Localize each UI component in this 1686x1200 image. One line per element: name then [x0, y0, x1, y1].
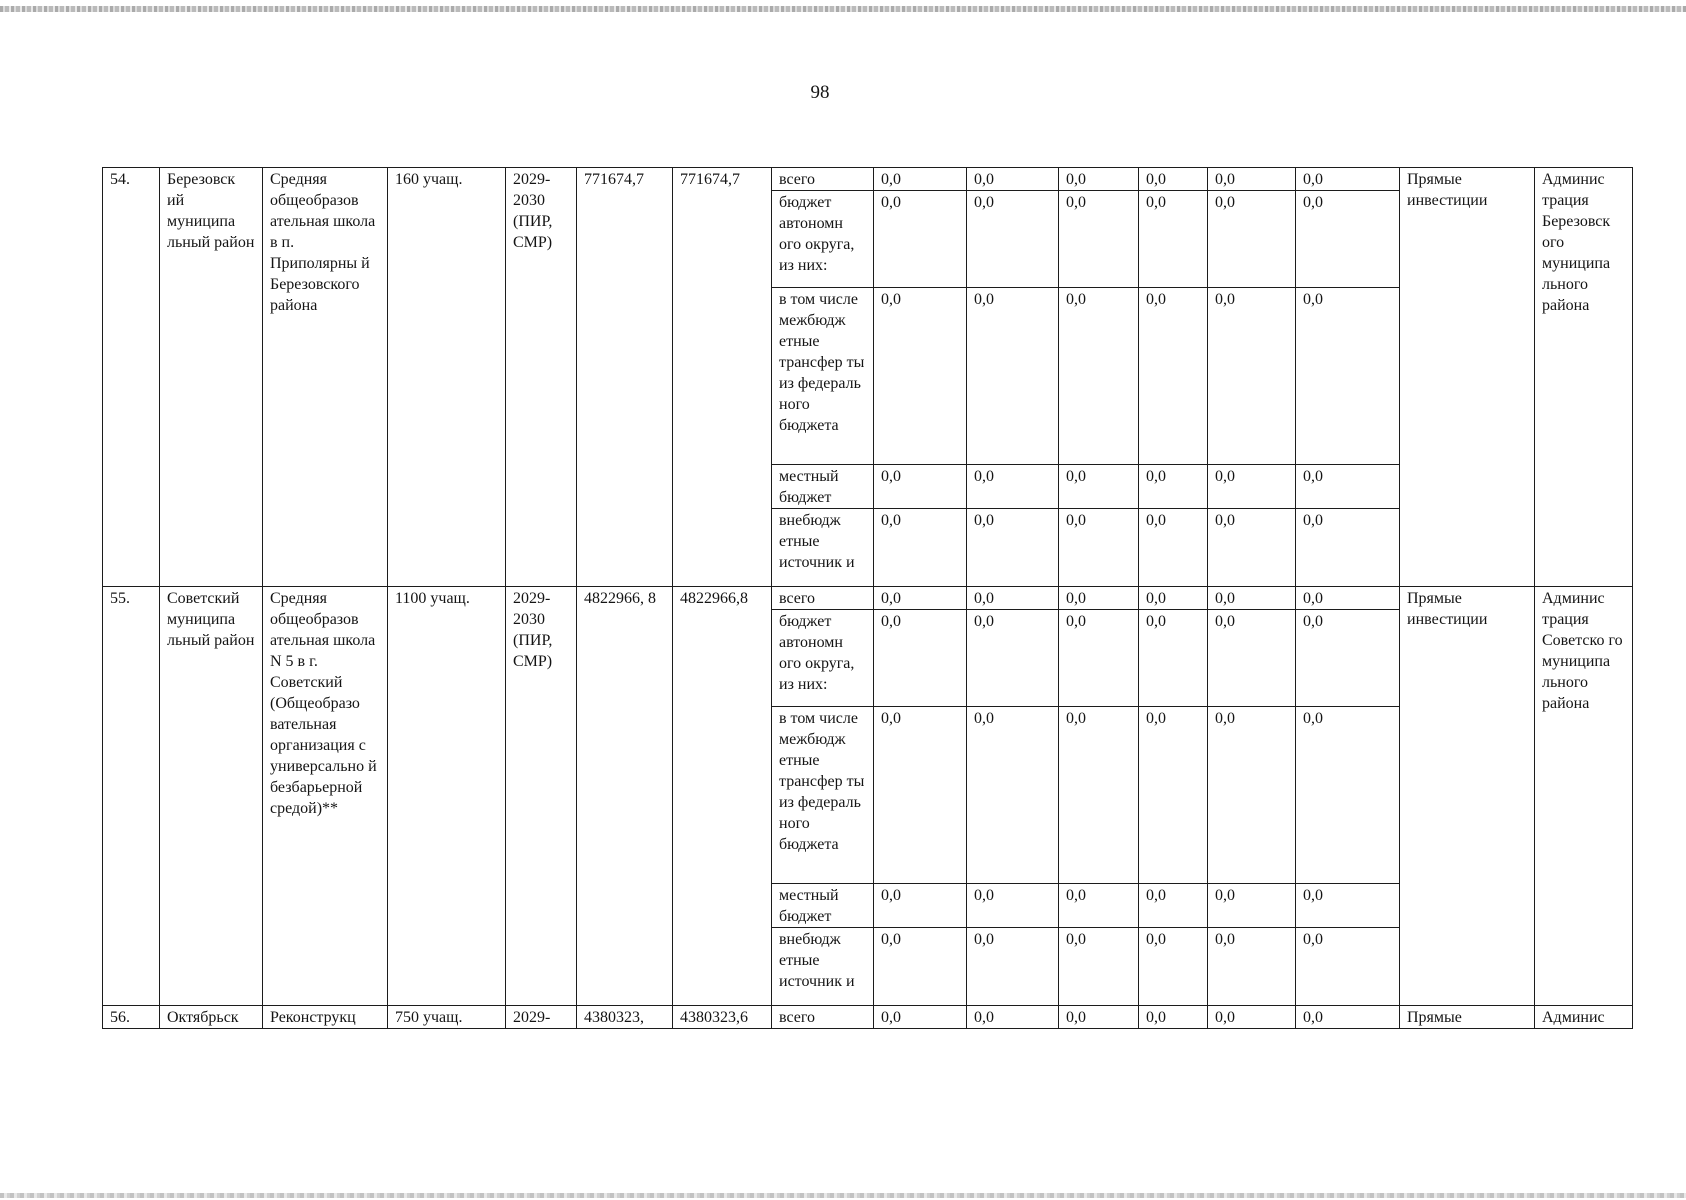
cell-amount: 0,0 [967, 884, 1059, 928]
cell-amount: 0,0 [967, 707, 1059, 884]
cell-amount: 0,0 [1208, 288, 1296, 465]
cell-amount: 0,0 [1208, 610, 1296, 707]
cell-funding-source: всего [772, 587, 874, 610]
cell-investment-form: Прямые инвестиции [1400, 168, 1535, 587]
cell-funding-source: внебюдж етные источник и [772, 928, 874, 1006]
cell-amount: 0,0 [967, 610, 1059, 707]
cell-number: 56. [103, 1006, 160, 1029]
cell-funding-source: внебюдж етные источник и [772, 509, 874, 587]
cell-amount: 0,0 [1059, 509, 1139, 587]
cell-district: Октябрьск [160, 1006, 263, 1029]
cell-amount: 0,0 [1296, 1006, 1400, 1029]
cell-amount: 0,0 [1296, 610, 1400, 707]
cell-responsible: Админис [1535, 1006, 1633, 1029]
cell-amount: 0,0 [1296, 707, 1400, 884]
cell-amount: 0,0 [967, 1006, 1059, 1029]
cell-funding-source: местный бюджет [772, 465, 874, 509]
investment-table [102, 167, 1633, 1029]
cell-amount: 0,0 [874, 587, 967, 610]
cell-amount: 0,0 [1059, 928, 1139, 1006]
cell-district: Березовск ий муниципа льный район [160, 168, 263, 587]
cell-amount: 0,0 [874, 610, 967, 707]
cell-period: 2029- 2030 (ПИР, СМР) [506, 587, 577, 1006]
cell-amount: 0,0 [1139, 928, 1208, 1006]
cell-amount: 0,0 [874, 509, 967, 587]
table-row [103, 587, 1633, 610]
cell-capacity: 1100 учащ. [388, 587, 506, 1006]
cell-object-name: Средняя общеобразов ательная школа N 5 в г. Советский (Общеобразо вательная организация с универсально й безбарьерной средой)** [263, 587, 388, 1006]
cell-object-name: Реконструкц [263, 1006, 388, 1029]
cell-amount: 0,0 [1208, 168, 1296, 191]
cell-amount: 0,0 [1208, 707, 1296, 884]
cell-amount: 0,0 [874, 465, 967, 509]
cell-object-name: Средняя общеобразов ательная школа в п. Приполярны й Березовского района [263, 168, 388, 587]
cell-amount: 0,0 [1208, 884, 1296, 928]
cell-amount: 0,0 [1208, 1006, 1296, 1029]
cell-amount: 0,0 [1059, 465, 1139, 509]
cell-amount: 0,0 [874, 707, 967, 884]
cell-amount: 0,0 [1139, 707, 1208, 884]
cell-amount: 0,0 [1296, 191, 1400, 288]
scan-edge-top [0, 6, 1686, 12]
cell-amount: 0,0 [967, 509, 1059, 587]
cell-amount: 0,0 [1059, 191, 1139, 288]
cell-amount: 0,0 [1296, 168, 1400, 191]
scan-edge-bottom [0, 1193, 1686, 1198]
cell-cost-total: 4822966, 8 [577, 587, 673, 1006]
cell-cost-remaining: 4380323,6 [673, 1006, 772, 1029]
cell-amount: 0,0 [1139, 1006, 1208, 1029]
cell-investment-form: Прямые инвестиции [1400, 587, 1535, 1006]
cell-amount: 0,0 [967, 928, 1059, 1006]
page-number: 98 [810, 82, 830, 103]
cell-amount: 0,0 [874, 288, 967, 465]
cell-amount: 0,0 [1296, 928, 1400, 1006]
cell-amount: 0,0 [1139, 465, 1208, 509]
cell-amount: 0,0 [1139, 288, 1208, 465]
cell-period: 2029- 2030 (ПИР, СМР) [506, 168, 577, 587]
cell-amount: 0,0 [1296, 587, 1400, 610]
cell-cost-total: 4380323, [577, 1006, 673, 1029]
cell-funding-source: бюджет автономн ого округа, из них: [772, 610, 874, 707]
cell-amount: 0,0 [874, 1006, 967, 1029]
cell-amount: 0,0 [1296, 884, 1400, 928]
cell-amount: 0,0 [1139, 191, 1208, 288]
cell-amount: 0,0 [1139, 884, 1208, 928]
cell-amount: 0,0 [1208, 465, 1296, 509]
cell-amount: 0,0 [967, 465, 1059, 509]
cell-amount: 0,0 [1059, 587, 1139, 610]
cell-cost-remaining: 4822966,8 [673, 587, 772, 1006]
cell-amount: 0,0 [1059, 288, 1139, 465]
cell-amount: 0,0 [874, 884, 967, 928]
cell-funding-source: местный бюджет [772, 884, 874, 928]
table-row [103, 1006, 1633, 1029]
cell-district: Советский муниципа льный район [160, 587, 263, 1006]
cell-capacity: 160 учащ. [388, 168, 506, 587]
cell-amount: 0,0 [1296, 288, 1400, 465]
cell-amount: 0,0 [967, 191, 1059, 288]
cell-amount: 0,0 [1208, 587, 1296, 610]
cell-amount: 0,0 [1139, 587, 1208, 610]
cell-amount: 0,0 [1208, 191, 1296, 288]
cell-number: 55. [103, 587, 160, 1006]
cell-amount: 0,0 [1059, 610, 1139, 707]
cell-amount: 0,0 [1059, 1006, 1139, 1029]
table-row [103, 168, 1633, 191]
cell-amount: 0,0 [1139, 610, 1208, 707]
cell-amount: 0,0 [967, 168, 1059, 191]
cell-amount: 0,0 [1296, 509, 1400, 587]
cell-number: 54. [103, 168, 160, 587]
cell-funding-source: в том числе межбюдж етные трансфер ты из федераль ного бюджета [772, 288, 874, 465]
cell-amount: 0,0 [1059, 707, 1139, 884]
cell-funding-source: всего [772, 1006, 874, 1029]
cell-period: 2029- [506, 1006, 577, 1029]
cell-funding-source: в том числе межбюдж етные трансфер ты из федераль ного бюджета [772, 707, 874, 884]
cell-amount: 0,0 [1296, 465, 1400, 509]
cell-amount: 0,0 [967, 587, 1059, 610]
cell-amount: 0,0 [1059, 168, 1139, 191]
cell-amount: 0,0 [1208, 928, 1296, 1006]
cell-amount: 0,0 [874, 928, 967, 1006]
cell-investment-form: Прямые [1400, 1006, 1535, 1029]
cell-amount: 0,0 [874, 191, 967, 288]
cell-cost-remaining: 771674,7 [673, 168, 772, 587]
cell-funding-source: всего [772, 168, 874, 191]
cell-amount: 0,0 [1139, 509, 1208, 587]
cell-funding-source: бюджет автономн ого округа, из них: [772, 191, 874, 288]
cell-amount: 0,0 [1059, 884, 1139, 928]
cell-amount: 0,0 [874, 168, 967, 191]
cell-responsible: Админис трация Советско го муниципа льного района [1535, 587, 1633, 1006]
cell-amount: 0,0 [1139, 168, 1208, 191]
cell-responsible: Админис трация Березовск ого муниципа льного района [1535, 168, 1633, 587]
cell-amount: 0,0 [967, 288, 1059, 465]
cell-cost-total: 771674,7 [577, 168, 673, 587]
cell-amount: 0,0 [1208, 509, 1296, 587]
cell-capacity: 750 учащ. [388, 1006, 506, 1029]
